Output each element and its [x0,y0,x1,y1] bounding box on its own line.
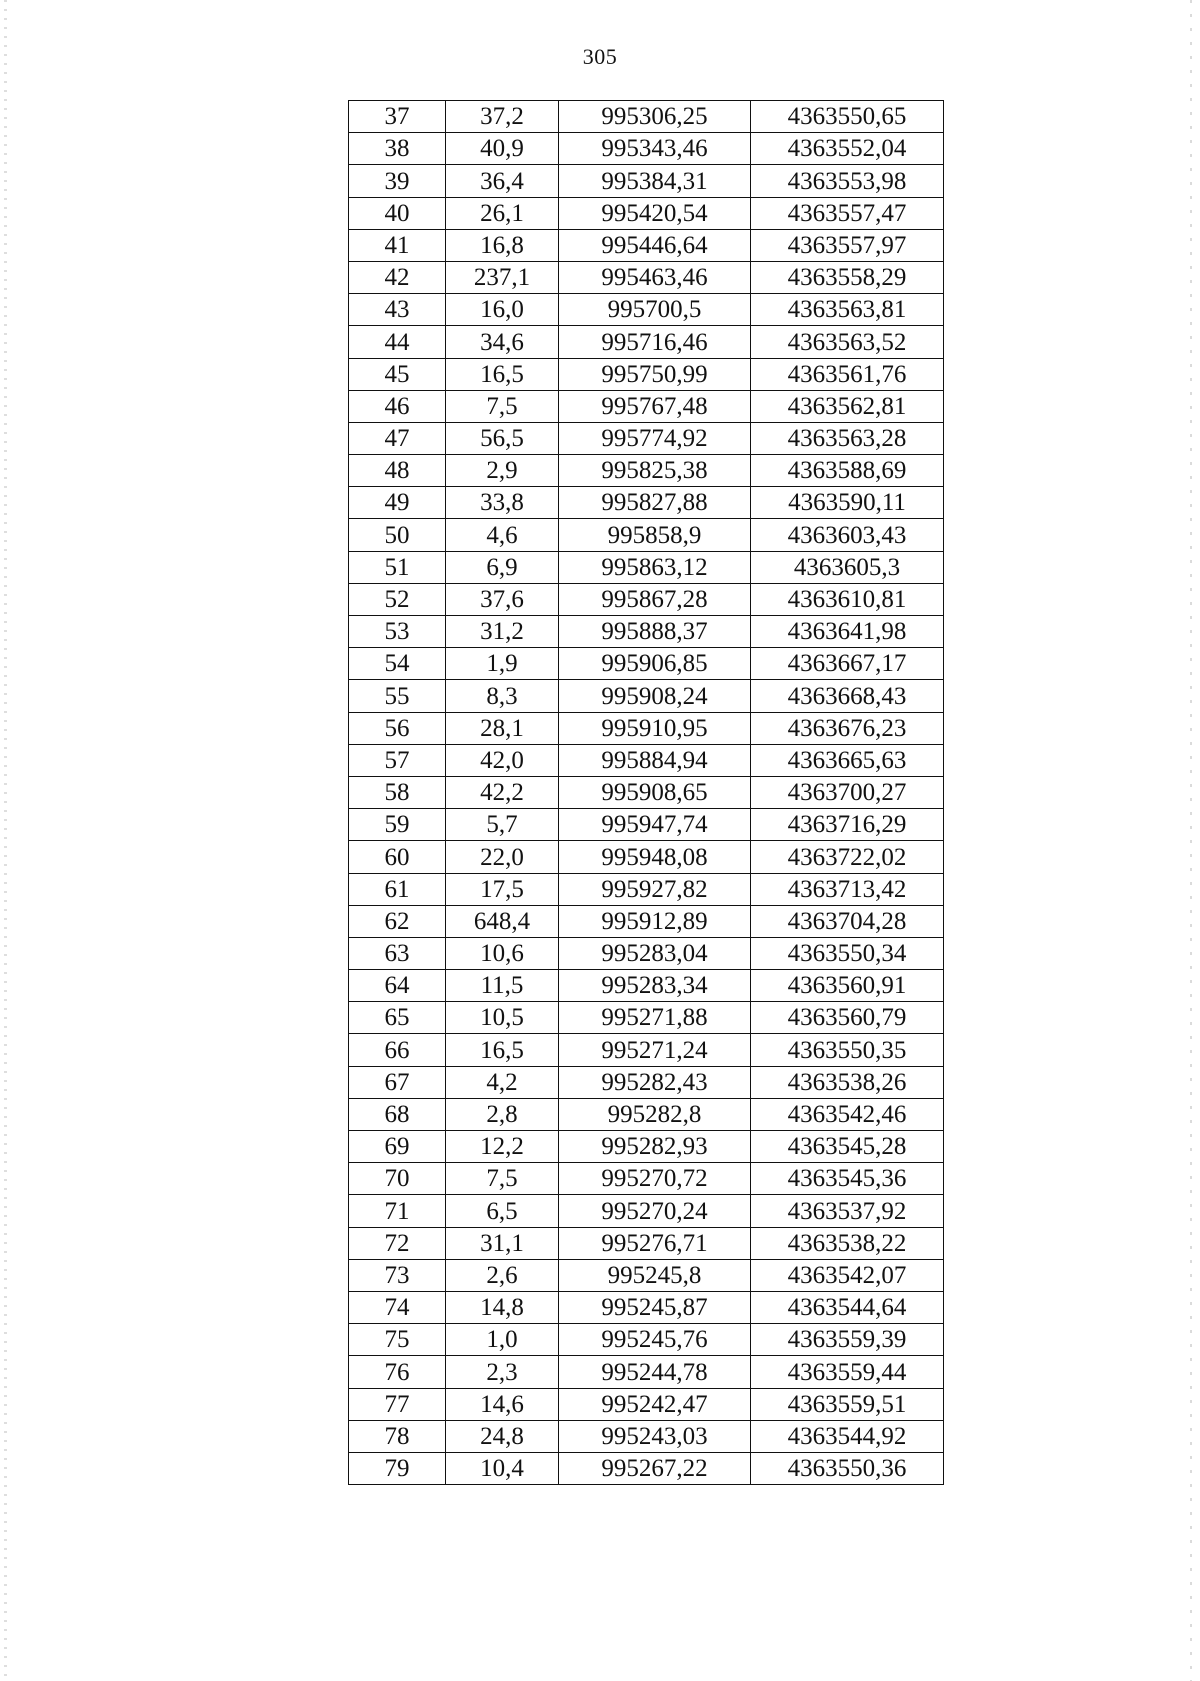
x-coordinate-cell: 995863,12 [559,551,751,583]
x-coordinate-cell: 995242,47 [559,1388,751,1420]
y-coordinate-cell: 4363542,07 [751,1259,944,1291]
segment-length-cell: 56,5 [446,422,559,454]
point-number-cell: 56 [349,712,446,744]
table-row [349,1291,944,1323]
x-coordinate-cell: 995243,03 [559,1420,751,1452]
point-number-cell: 42 [349,261,446,293]
table-row [349,487,944,519]
table-row [349,358,944,390]
x-coordinate-cell: 995908,65 [559,776,751,808]
scan-edge-right [1190,0,1192,1681]
table-row [349,1324,944,1356]
y-coordinate-cell: 4363704,28 [751,905,944,937]
point-number-cell: 55 [349,680,446,712]
point-number-cell: 76 [349,1356,446,1388]
x-coordinate-cell: 995270,24 [559,1195,751,1227]
table-row [349,1259,944,1291]
y-coordinate-cell: 4363610,81 [751,583,944,615]
y-coordinate-cell: 4363550,35 [751,1034,944,1066]
scan-edge-left [4,0,7,1681]
y-coordinate-cell: 4363557,47 [751,197,944,229]
segment-length-cell: 2,3 [446,1356,559,1388]
point-number-cell: 59 [349,809,446,841]
table-row [349,873,944,905]
x-coordinate-cell: 995947,74 [559,809,751,841]
point-number-cell: 79 [349,1452,446,1484]
segment-length-cell: 6,5 [446,1195,559,1227]
table-row [349,1131,944,1163]
segment-length-cell: 14,8 [446,1291,559,1323]
point-number-cell: 52 [349,583,446,615]
table-row [349,937,944,969]
y-coordinate-cell: 4363563,52 [751,326,944,358]
x-coordinate-cell: 995306,25 [559,101,751,133]
x-coordinate-cell: 995270,72 [559,1163,751,1195]
x-coordinate-cell: 995282,93 [559,1131,751,1163]
x-coordinate-cell: 995827,88 [559,487,751,519]
point-number-cell: 37 [349,101,446,133]
y-coordinate-cell: 4363603,43 [751,519,944,551]
table-row [349,809,944,841]
table-row [349,133,944,165]
segment-length-cell: 2,9 [446,455,559,487]
x-coordinate-cell: 995420,54 [559,197,751,229]
segment-length-cell: 10,5 [446,1002,559,1034]
segment-length-cell: 8,3 [446,680,559,712]
point-number-cell: 50 [349,519,446,551]
segment-length-cell: 16,0 [446,294,559,326]
x-coordinate-cell: 995384,31 [559,165,751,197]
y-coordinate-cell: 4363563,28 [751,422,944,454]
point-number-cell: 71 [349,1195,446,1227]
point-number-cell: 40 [349,197,446,229]
x-coordinate-cell: 995283,34 [559,970,751,1002]
y-coordinate-cell: 4363560,91 [751,970,944,1002]
x-coordinate-cell: 995271,88 [559,1002,751,1034]
x-coordinate-cell: 995910,95 [559,712,751,744]
segment-length-cell: 7,5 [446,390,559,422]
table-row [349,680,944,712]
x-coordinate-cell: 995927,82 [559,873,751,905]
x-coordinate-cell: 995716,46 [559,326,751,358]
table-row [349,1452,944,1484]
point-number-cell: 46 [349,390,446,422]
segment-length-cell: 22,0 [446,841,559,873]
x-coordinate-cell: 995271,24 [559,1034,751,1066]
x-coordinate-cell: 995267,22 [559,1452,751,1484]
segment-length-cell: 28,1 [446,712,559,744]
segment-length-cell: 17,5 [446,873,559,905]
point-number-cell: 58 [349,776,446,808]
y-coordinate-cell: 4363700,27 [751,776,944,808]
table-row [349,1356,944,1388]
point-number-cell: 48 [349,455,446,487]
y-coordinate-cell: 4363563,81 [751,294,944,326]
x-coordinate-cell: 995245,87 [559,1291,751,1323]
y-coordinate-cell: 4363545,36 [751,1163,944,1195]
segment-length-cell: 1,0 [446,1324,559,1356]
point-number-cell: 74 [349,1291,446,1323]
segment-length-cell: 36,4 [446,165,559,197]
segment-length-cell: 12,2 [446,1131,559,1163]
y-coordinate-cell: 4363722,02 [751,841,944,873]
y-coordinate-cell: 4363562,81 [751,390,944,422]
segment-length-cell: 40,9 [446,133,559,165]
coordinates-table [348,100,944,1485]
point-number-cell: 62 [349,905,446,937]
segment-length-cell: 26,1 [446,197,559,229]
y-coordinate-cell: 4363559,51 [751,1388,944,1420]
y-coordinate-cell: 4363538,22 [751,1227,944,1259]
point-number-cell: 51 [349,551,446,583]
point-number-cell: 64 [349,970,446,1002]
segment-length-cell: 4,2 [446,1066,559,1098]
y-coordinate-cell: 4363676,23 [751,712,944,744]
table-row [349,455,944,487]
point-number-cell: 65 [349,1002,446,1034]
point-number-cell: 45 [349,358,446,390]
table-row [349,841,944,873]
table-row [349,1227,944,1259]
point-number-cell: 53 [349,616,446,648]
segment-length-cell: 31,1 [446,1227,559,1259]
y-coordinate-cell: 4363667,17 [751,648,944,680]
point-number-cell: 69 [349,1131,446,1163]
table-row [349,1098,944,1130]
y-coordinate-cell: 4363550,65 [751,101,944,133]
y-coordinate-cell: 4363538,26 [751,1066,944,1098]
table-row [349,744,944,776]
table-row [349,261,944,293]
x-coordinate-cell: 995912,89 [559,905,751,937]
table-row [349,905,944,937]
y-coordinate-cell: 4363716,29 [751,809,944,841]
x-coordinate-cell: 995700,5 [559,294,751,326]
segment-length-cell: 10,6 [446,937,559,969]
table-row [349,1420,944,1452]
segment-length-cell: 648,4 [446,905,559,937]
y-coordinate-cell: 4363537,92 [751,1195,944,1227]
x-coordinate-cell: 995282,43 [559,1066,751,1098]
x-coordinate-cell: 995343,46 [559,133,751,165]
segment-length-cell: 37,2 [446,101,559,133]
y-coordinate-cell: 4363552,04 [751,133,944,165]
y-coordinate-cell: 4363557,97 [751,229,944,261]
x-coordinate-cell: 995906,85 [559,648,751,680]
table-row [349,1163,944,1195]
point-number-cell: 61 [349,873,446,905]
y-coordinate-cell: 4363553,98 [751,165,944,197]
y-coordinate-cell: 4363560,79 [751,1002,944,1034]
table-row [349,422,944,454]
table-row [349,1034,944,1066]
segment-length-cell: 37,6 [446,583,559,615]
table-row [349,294,944,326]
point-number-cell: 68 [349,1098,446,1130]
table-row [349,970,944,1002]
y-coordinate-cell: 4363588,69 [751,455,944,487]
point-number-cell: 63 [349,937,446,969]
x-coordinate-cell: 995245,76 [559,1324,751,1356]
y-coordinate-cell: 4363561,76 [751,358,944,390]
x-coordinate-cell: 995283,04 [559,937,751,969]
point-number-cell: 41 [349,229,446,261]
x-coordinate-cell: 995948,08 [559,841,751,873]
y-coordinate-cell: 4363641,98 [751,616,944,648]
x-coordinate-cell: 995884,94 [559,744,751,776]
x-coordinate-cell: 995276,71 [559,1227,751,1259]
segment-length-cell: 2,6 [446,1259,559,1291]
point-number-cell: 67 [349,1066,446,1098]
y-coordinate-cell: 4363544,92 [751,1420,944,1452]
page-number: 305 [582,44,618,69]
segment-length-cell: 42,0 [446,744,559,776]
y-coordinate-cell: 4363558,29 [751,261,944,293]
point-number-cell: 72 [349,1227,446,1259]
segment-length-cell: 33,8 [446,487,559,519]
point-number-cell: 73 [349,1259,446,1291]
x-coordinate-cell: 995858,9 [559,519,751,551]
segment-length-cell: 16,8 [446,229,559,261]
segment-length-cell: 5,7 [446,809,559,841]
x-coordinate-cell: 995867,28 [559,583,751,615]
y-coordinate-cell: 4363713,42 [751,873,944,905]
table-row [349,776,944,808]
segment-length-cell: 11,5 [446,970,559,1002]
x-coordinate-cell: 995446,64 [559,229,751,261]
y-coordinate-cell: 4363559,44 [751,1356,944,1388]
point-number-cell: 43 [349,294,446,326]
segment-length-cell: 4,6 [446,519,559,551]
segment-length-cell: 237,1 [446,261,559,293]
x-coordinate-cell: 995767,48 [559,390,751,422]
table-row [349,616,944,648]
table-row [349,712,944,744]
y-coordinate-cell: 4363542,46 [751,1098,944,1130]
table-row [349,551,944,583]
table-row [349,229,944,261]
segment-length-cell: 16,5 [446,358,559,390]
x-coordinate-cell: 995888,37 [559,616,751,648]
y-coordinate-cell: 4363668,43 [751,680,944,712]
point-number-cell: 75 [349,1324,446,1356]
point-number-cell: 39 [349,165,446,197]
y-coordinate-cell: 4363559,39 [751,1324,944,1356]
table-row [349,1195,944,1227]
x-coordinate-cell: 995244,78 [559,1356,751,1388]
x-coordinate-cell: 995825,38 [559,455,751,487]
table-row [349,390,944,422]
point-number-cell: 54 [349,648,446,680]
x-coordinate-cell: 995282,8 [559,1098,751,1130]
point-number-cell: 60 [349,841,446,873]
point-number-cell: 38 [349,133,446,165]
x-coordinate-cell: 995245,8 [559,1259,751,1291]
y-coordinate-cell: 4363545,28 [751,1131,944,1163]
segment-length-cell: 24,8 [446,1420,559,1452]
x-coordinate-cell: 995774,92 [559,422,751,454]
table-row [349,519,944,551]
point-number-cell: 57 [349,744,446,776]
point-number-cell: 77 [349,1388,446,1420]
y-coordinate-cell: 4363550,36 [751,1452,944,1484]
segment-length-cell: 1,9 [446,648,559,680]
point-number-cell: 66 [349,1034,446,1066]
segment-length-cell: 6,9 [446,551,559,583]
y-coordinate-cell: 4363590,11 [751,487,944,519]
point-number-cell: 47 [349,422,446,454]
coordinates-table-body [349,101,944,1485]
x-coordinate-cell: 995908,24 [559,680,751,712]
point-number-cell: 44 [349,326,446,358]
table-row [349,583,944,615]
table-row [349,165,944,197]
y-coordinate-cell: 4363665,63 [751,744,944,776]
y-coordinate-cell: 4363605,3 [751,551,944,583]
segment-length-cell: 10,4 [446,1452,559,1484]
table-row [349,326,944,358]
table-row [349,1388,944,1420]
table-row [349,648,944,680]
segment-length-cell: 7,5 [446,1163,559,1195]
segment-length-cell: 31,2 [446,616,559,648]
segment-length-cell: 14,6 [446,1388,559,1420]
point-number-cell: 70 [349,1163,446,1195]
point-number-cell: 49 [349,487,446,519]
table-row [349,101,944,133]
table-row [349,1002,944,1034]
segment-length-cell: 34,6 [446,326,559,358]
y-coordinate-cell: 4363544,64 [751,1291,944,1323]
table-row [349,197,944,229]
segment-length-cell: 42,2 [446,776,559,808]
point-number-cell: 78 [349,1420,446,1452]
x-coordinate-cell: 995750,99 [559,358,751,390]
segment-length-cell: 2,8 [446,1098,559,1130]
x-coordinate-cell: 995463,46 [559,261,751,293]
table-row [349,1066,944,1098]
y-coordinate-cell: 4363550,34 [751,937,944,969]
segment-length-cell: 16,5 [446,1034,559,1066]
